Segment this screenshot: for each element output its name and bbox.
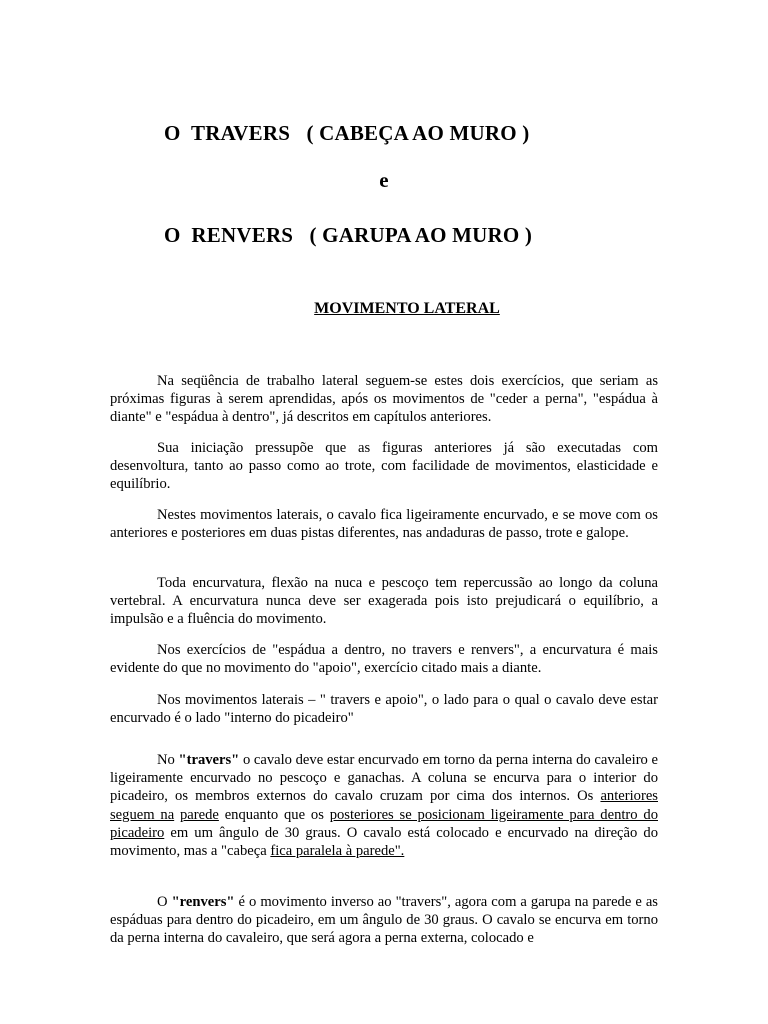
text-span: é o movimento inverso ao "travers", agora com a garupa na parede e as espáduas para dentro do picadeiro, em um ângulo de 30 graus. O cavalo se encurva em torno da perna interna do cavaleiro, que será agora a perna externa, colocado e bbox=[110, 894, 658, 947]
term-renvers: "renvers" bbox=[171, 894, 235, 910]
underlined-text: parede bbox=[180, 806, 219, 823]
paragraph-1-text: Na seqüência de trabalho lateral seguem-se estes dois exercícios, que seriam as próximas figuras à serem aprendidas, após os movimentos de "ceder a perna", "espádua à diante" e "espádua à dentro", já descritos em capítulos anteriores. bbox=[110, 373, 658, 426]
text-span: o cavalo deve estar encurvado em torno da perna interna do cavaleiro e ligeiramente encurvado no pescoço e ganachas. A coluna se encurva para o interior do picadeiro, os membros externos do cavalo cruzam por cima dos internos. Os bbox=[110, 752, 658, 805]
text-span: em um ângulo de 30 graus. O cavalo está colocado e encurvado na direção do movimento, mas a "cabeça bbox=[110, 824, 658, 860]
text-span: O bbox=[157, 894, 172, 910]
underlined-text: fica paralela à parede". bbox=[270, 843, 405, 860]
paragraph-5-text: Nos exercícios de "espádua a dentro, no travers e renvers", a encurvatura é mais evidente do que no movimento do "apoio", exercício citado mais a diante. bbox=[110, 642, 658, 677]
paragraph-renvers bbox=[110, 893, 658, 948]
paragraph-renvers-text bbox=[110, 893, 658, 948]
paragraph-2 bbox=[110, 439, 658, 494]
paragraph-travers-text bbox=[110, 751, 658, 860]
paragraph-3 bbox=[110, 506, 658, 542]
paragraph-1 bbox=[110, 372, 658, 427]
underlined-text: anteriores seguem na bbox=[110, 788, 658, 823]
paragraph-4-text: Toda encurvatura, flexão na nuca e pescoço tem repercussão ao longo da coluna vertebral. A encurvatura nunca deve ser exagerada pois isto prejudicará o equilíbrio, a impulsão e a fluência do movimento. bbox=[110, 575, 658, 628]
paragraph-2-text: Sua iniciação pressupõe que as figuras anteriores já são executadas com desenvoltura, tanto ao passo como ao trote, com facilidade de movimentos, elasticidade e equilíbrio. bbox=[110, 440, 658, 493]
title-renvers: O RENVERS ( GARUPA AO MURO ) bbox=[164, 223, 533, 247]
paragraph-5 bbox=[110, 641, 658, 677]
title-travers: O TRAVERS ( CABEÇA AO MURO ) bbox=[164, 121, 530, 145]
text-span: No bbox=[157, 752, 179, 768]
paragraph-6-text: Nos movimentos laterais – " travers e apoio", o lado para o qual o cavalo deve estar encurvado é o lado "interno do picadeiro" bbox=[110, 692, 658, 727]
section-heading: MOVIMENTO LATERAL bbox=[314, 300, 500, 317]
paragraph-4 bbox=[110, 574, 658, 629]
paragraph-6 bbox=[110, 691, 658, 727]
title-conjunction: e bbox=[379, 168, 389, 192]
text-span: enquanto que os bbox=[218, 806, 330, 823]
underlined-text: picadeiro bbox=[110, 824, 165, 841]
paragraph-travers bbox=[110, 751, 658, 860]
paragraph-3-text: Nestes movimentos laterais, o cavalo fica ligeiramente encurvado, e se move com os anteriores e posteriores em duas pistas diferentes, nas andaduras de passo, trote e galope. bbox=[110, 507, 658, 542]
underlined-text: posteriores se posicionam ligeiramente para dentro do bbox=[329, 806, 658, 823]
term-travers: "travers" bbox=[178, 752, 240, 768]
